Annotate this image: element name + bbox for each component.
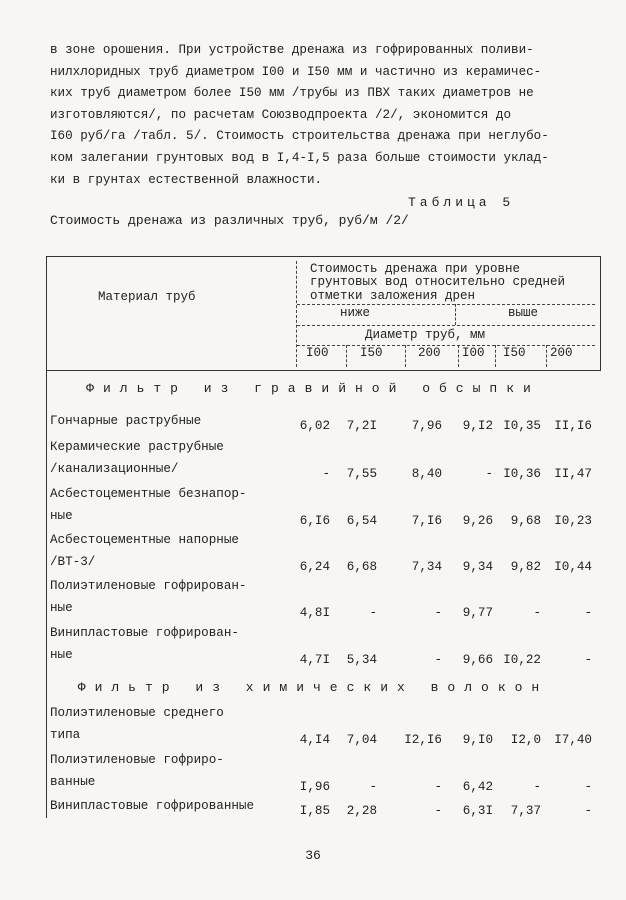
- cell-value: 9,26: [462, 514, 493, 528]
- row-material: Асбестоцементные напорные /ВТ-3/: [50, 533, 239, 569]
- cell-value: 9,68: [510, 514, 541, 528]
- cell-value: 9,66: [462, 653, 493, 667]
- cell-value: 9,34: [462, 560, 493, 574]
- table-row: [0, 623, 626, 667]
- cell-value: -: [584, 653, 592, 667]
- row-material: Керамические раструбные /канализационные/: [50, 440, 224, 476]
- cell-value: 7,I6: [411, 514, 442, 528]
- intro-line: в зоне орошения. При устройстве дренажа из гофрированных поливи-: [50, 43, 534, 57]
- cell-value: 4,8I: [299, 606, 330, 620]
- intro-line: изготовляются/, по расчетам Союзводпроекта /2/, экономится до: [50, 107, 512, 122]
- table-right-border: [600, 256, 601, 371]
- intro-line: ки в грунтах естественной влажности.: [50, 172, 323, 187]
- header-divider: [495, 345, 496, 367]
- cell-value: -: [434, 606, 442, 620]
- table-row: [0, 411, 626, 433]
- cell-value: I0,35: [503, 419, 541, 433]
- page-number: 36: [305, 848, 321, 863]
- cell-value: 7,96: [411, 419, 442, 433]
- row-material: Винипластовые гофрирован- ные: [50, 626, 239, 662]
- cell-value: 9,I2: [462, 419, 493, 433]
- cell-value: 5,34: [346, 653, 377, 667]
- header-below: ниже: [340, 306, 371, 320]
- cell-value: 7,34: [411, 560, 442, 574]
- row-material: Полиэтиленовые среднего типа: [50, 706, 224, 742]
- row-material: Винипластовые гофрированные: [50, 799, 255, 813]
- cell-value: 8,40: [411, 467, 442, 481]
- cell-value: 4,7I: [299, 653, 330, 667]
- row-material: Асбестоцементные безнапор- ные: [50, 487, 247, 523]
- cell-value: 6,3I: [462, 804, 493, 818]
- cell-value: 6,42: [462, 780, 493, 794]
- table-row: [0, 750, 626, 794]
- diameter-label: I50: [503, 346, 526, 360]
- cell-value: II,I6: [554, 419, 592, 433]
- cell-value: -: [533, 780, 541, 794]
- diameter-label: 200: [418, 346, 441, 360]
- cell-value: I0,23: [554, 514, 592, 528]
- header-rule: [297, 325, 595, 326]
- table-row: [0, 484, 626, 528]
- cell-value: 6,02: [299, 419, 330, 433]
- cell-value: -: [584, 606, 592, 620]
- cell-value: 6,54: [346, 514, 377, 528]
- table-row: [0, 576, 626, 620]
- cell-value: I0,44: [554, 560, 592, 574]
- diameter-label: I50: [360, 346, 383, 360]
- section-title: Фильтр из гравийной обсыпки: [86, 381, 540, 396]
- cell-value: 7,04: [346, 733, 377, 747]
- header-divider: [405, 345, 406, 367]
- row-material: Полиэтиленовые гофриро- ванные: [50, 753, 224, 789]
- cell-value: -: [434, 653, 442, 667]
- cell-value: I0,36: [503, 467, 541, 481]
- cell-value: -: [533, 606, 541, 620]
- diameter-label: 200: [550, 346, 573, 360]
- intro-paragraph: [50, 40, 598, 191]
- cell-value: 2,28: [346, 804, 377, 818]
- cell-value: I2,I6: [404, 733, 442, 747]
- cell-value: I,85: [299, 804, 330, 818]
- cell-value: -: [584, 780, 592, 794]
- table-number: Таблица 5: [408, 195, 515, 210]
- table-row: [0, 437, 626, 481]
- cell-value: 6,I6: [299, 514, 330, 528]
- diameter-label: I00: [306, 346, 329, 360]
- table-row: [0, 530, 626, 574]
- cell-value: 7,2I: [346, 419, 377, 433]
- header-rule: [297, 304, 595, 305]
- header-cost: Стоимость дренажа при уровне грунтовых вод относительно средней отметки заложения дрен: [310, 262, 566, 303]
- cell-value: 6,24: [299, 560, 330, 574]
- table-row: [0, 796, 626, 818]
- table-row: [0, 703, 626, 747]
- row-material: Гончарные раструбные: [50, 414, 202, 428]
- intro-line: нилхлоридных труб диаметром I00 и I50 мм и частично из керамичес-: [50, 64, 542, 79]
- table-caption: Стоимость дренажа из различных труб, руб/м /2/: [50, 213, 409, 228]
- cell-value: 6,68: [346, 560, 377, 574]
- cell-value: II,47: [554, 467, 592, 481]
- table-top-border: [46, 256, 600, 257]
- header-divider: [546, 345, 547, 367]
- cell-value: -: [584, 804, 592, 818]
- cell-value: I,96: [299, 780, 330, 794]
- header-divider: [458, 345, 459, 367]
- cell-value: I7,40: [554, 733, 592, 747]
- cell-value: -: [434, 804, 442, 818]
- cell-value: 9,I0: [462, 733, 493, 747]
- cell-value: -: [485, 467, 493, 481]
- header-bottom-border: [46, 370, 600, 371]
- cell-value: -: [322, 467, 330, 481]
- cell-value: I2,0: [510, 733, 541, 747]
- header-divider: [346, 345, 347, 367]
- cell-value: 7,37: [510, 804, 541, 818]
- cell-value: 9,77: [462, 606, 493, 620]
- diameter-label: I00: [462, 346, 485, 360]
- cell-value: -: [369, 606, 377, 620]
- cell-value: -: [434, 780, 442, 794]
- cell-value: 4,I4: [299, 733, 330, 747]
- cell-value: I0,22: [503, 653, 541, 667]
- cell-value: 7,55: [346, 467, 377, 481]
- intro-line: I60 руб/га /табл. 5/. Стоимость строительства дренажа при неглубо-: [50, 129, 549, 144]
- cell-value: 9,82: [510, 560, 541, 574]
- header-diameter: Диаметр труб, мм: [365, 328, 486, 342]
- cell-value: -: [369, 780, 377, 794]
- header-material: Материал труб: [98, 290, 196, 304]
- row-material: Полиэтиленовые гофрирован- ные: [50, 579, 247, 615]
- section-title: Фильтр из химических волокон: [77, 680, 549, 695]
- header-above: выше: [508, 306, 539, 320]
- header-divider: [455, 304, 456, 325]
- intro-line: ком залегании грунтовых вод в I,4-I,5 раза больше стоимости уклад-: [50, 150, 549, 165]
- intro-line: ких труб диаметром более I50 мм /трубы из ПВХ таких диаметров не: [50, 86, 534, 101]
- header-divider: [296, 261, 297, 367]
